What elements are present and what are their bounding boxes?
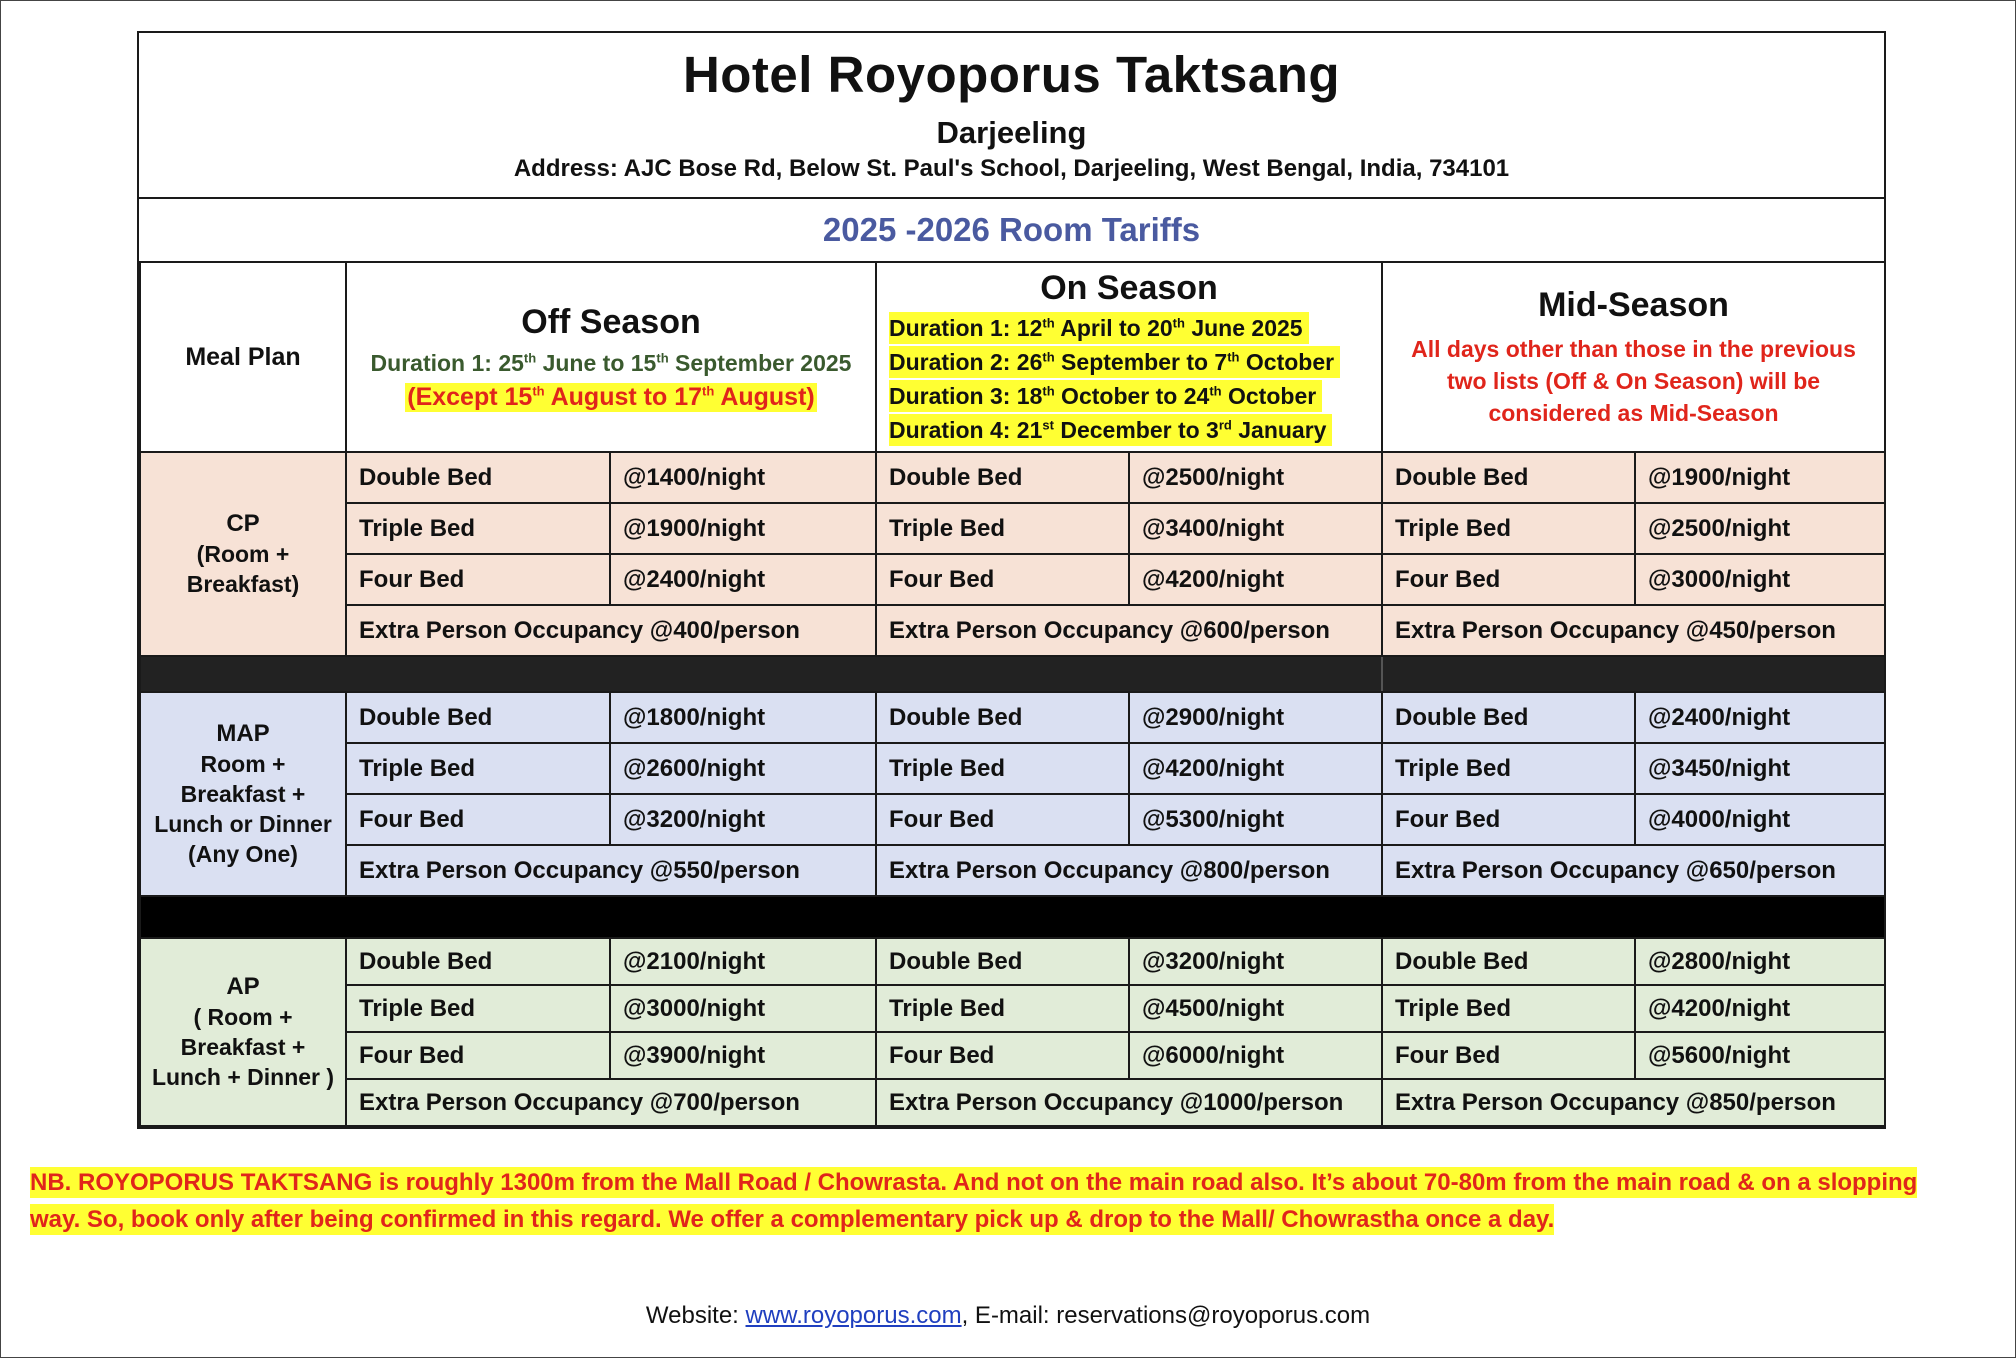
on-season-duration: Duration 1: 12th April to 20th June 2025: [889, 312, 1309, 344]
mid-season-rate: @3000/night: [1635, 554, 1885, 605]
table-row: [140, 605, 1885, 656]
table-row: [140, 938, 1885, 985]
on-season-rate: @3200/night: [1129, 938, 1382, 985]
bed-type: Triple Bed: [876, 743, 1129, 794]
extra-person-rate: Extra Person Occupancy @800/person: [876, 845, 1382, 896]
bed-type: Double Bed: [1382, 938, 1635, 985]
mid-season-rate: @1900/night: [1635, 452, 1885, 503]
on-season-duration: Duration 4: 21st December to 3rd January: [889, 414, 1332, 446]
extra-person-rate: Extra Person Occupancy @600/person: [876, 605, 1382, 656]
meal-plan-header: [140, 262, 346, 452]
on-season-rate: @2500/night: [1129, 452, 1382, 503]
on-season-duration-list: [877, 310, 1381, 446]
bed-type: Triple Bed: [1382, 743, 1635, 794]
bed-type: Double Bed: [1382, 692, 1635, 743]
extra-person-rate: Extra Person Occupancy @850/person: [1382, 1079, 1885, 1126]
off-season-rate: @2400/night: [610, 554, 876, 605]
bed-type: Triple Bed: [1382, 503, 1635, 554]
email-text: , E-mail: reservations@royoporus.com: [961, 1302, 1371, 1329]
on-season-rate: @5300/night: [1129, 794, 1382, 845]
plan-code: MAP: [216, 720, 270, 747]
table-row: [140, 503, 1885, 554]
plan-map-cell: [140, 692, 346, 896]
on-season-header: [876, 262, 1382, 452]
bed-type: Triple Bed: [876, 985, 1129, 1032]
off-season-rate: @1800/night: [610, 692, 876, 743]
bed-type: Double Bed: [1382, 452, 1635, 503]
bed-type: Four Bed: [1382, 794, 1635, 845]
mid-season-name: Mid-Season: [1538, 285, 1729, 324]
separator-bar: [1382, 656, 1885, 692]
on-season-rate: @4500/night: [1129, 985, 1382, 1032]
bed-type: Four Bed: [1382, 1032, 1635, 1079]
website-link[interactable]: www.royoporus.com: [745, 1302, 962, 1329]
extra-person-rate: Extra Person Occupancy @650/person: [1382, 845, 1885, 896]
table-row: [140, 1032, 1885, 1079]
tariff-subtitle: 2025 -2026 Room Tariffs: [139, 197, 1884, 261]
meal-plan-label: Meal Plan: [185, 342, 301, 371]
bed-type: Double Bed: [876, 452, 1129, 503]
off-season-rate: @3200/night: [610, 794, 876, 845]
bed-type: Four Bed: [1382, 554, 1635, 605]
hotel-address: Address: AJC Bose Rd, Below St. Paul's School, Darjeeling, West Bengal, India, 734101: [513, 155, 1510, 182]
mid-season-rate: @4000/night: [1635, 794, 1885, 845]
separator-row: [140, 896, 1885, 938]
bed-type: Four Bed: [876, 794, 1129, 845]
on-season-rate: @4200/night: [1129, 743, 1382, 794]
table-row: [140, 743, 1885, 794]
mid-season-rate: @2400/night: [1635, 692, 1885, 743]
mid-season-rate: @5600/night: [1635, 1032, 1885, 1079]
mid-season-rate: @2500/night: [1635, 503, 1885, 554]
bed-type: Four Bed: [346, 554, 610, 605]
extra-person-rate: Extra Person Occupancy @450/person: [1382, 605, 1885, 656]
bed-type: Double Bed: [876, 692, 1129, 743]
separator-bar: [140, 656, 1382, 692]
bed-type: Double Bed: [346, 938, 610, 985]
on-season-rate: @2900/night: [1129, 692, 1382, 743]
off-season-rate: @2600/night: [610, 743, 876, 794]
off-season-rate: @3000/night: [610, 985, 876, 1032]
extra-person-rate: Extra Person Occupancy @400/person: [346, 605, 876, 656]
bed-type: Triple Bed: [876, 503, 1129, 554]
website-label: Website:: [645, 1302, 746, 1329]
separator-bar: [140, 896, 1885, 938]
tariff-sheet: [137, 31, 1886, 1129]
off-season-rate: @2100/night: [610, 938, 876, 985]
hotel-title: Hotel Royoporus Taktsang: [682, 45, 1341, 103]
table-row: [140, 985, 1885, 1032]
on-season-name: On Season: [1040, 268, 1218, 307]
off-season-header: [346, 262, 876, 452]
mid-season-note: All days other than those in the previous two lists (Off & On Season) will be considered as Mid-Season: [1411, 335, 1856, 426]
hotel-city: Darjeeling: [936, 115, 1087, 150]
location-note-text: NB. ROYOPORUS TAKTSANG is roughly 1300m from the Mall Road / Chowrasta. And not on the main road also. It’s about 70-80m from the main road & on a slopping way. So, book only after being confirmed in this regard. We offer a complementary pick up & drop to the Mall/ Chowrastha once a day.: [30, 1169, 1918, 1233]
bed-type: Four Bed: [346, 794, 610, 845]
plan-ap-cell: [140, 938, 346, 1126]
mid-season-rate: @2800/night: [1635, 938, 1885, 985]
separator-row: [140, 656, 1885, 692]
bed-type: Triple Bed: [346, 985, 610, 1032]
table-row: [140, 845, 1885, 896]
mid-season-rate: @4200/night: [1635, 985, 1885, 1032]
table-row: [140, 452, 1885, 503]
on-season-duration: Duration 2: 26th September to 7th October: [889, 346, 1340, 378]
mid-season-header: [1382, 262, 1885, 452]
bed-type: Triple Bed: [1382, 985, 1635, 1032]
bed-type: Double Bed: [876, 938, 1129, 985]
on-season-duration: Duration 3: 18th October to 24th October: [889, 380, 1322, 412]
off-season-rate: @1400/night: [610, 452, 876, 503]
bed-type: Triple Bed: [346, 743, 610, 794]
footer: [0, 1302, 2016, 1330]
bed-type: Triple Bed: [346, 503, 610, 554]
location-note: [30, 1164, 1960, 1238]
table-row: [140, 1079, 1885, 1126]
plan-description: ( Room + Breakfast + Lunch + Dinner ): [151, 1004, 335, 1090]
off-season-exception: (Except 15th August to 17th August): [407, 382, 815, 411]
plan-code: AP: [226, 973, 260, 1000]
plan-cp-cell: [140, 452, 346, 656]
table-row: [140, 554, 1885, 605]
extra-person-rate: Extra Person Occupancy @1000/person: [876, 1079, 1382, 1126]
tariff-table: [139, 261, 1886, 1127]
bed-type: Four Bed: [876, 554, 1129, 605]
off-season-rate: @3900/night: [610, 1032, 876, 1079]
table-row: [140, 692, 1885, 743]
on-season-rate: @6000/night: [1129, 1032, 1382, 1079]
plan-code: CP: [226, 510, 260, 537]
bed-type: Four Bed: [876, 1032, 1129, 1079]
extra-person-rate: Extra Person Occupancy @700/person: [346, 1079, 876, 1126]
season-header-row: [140, 262, 1885, 452]
off-season-name: Off Season: [521, 302, 701, 341]
bed-type: Four Bed: [346, 1032, 610, 1079]
table-row: [140, 794, 1885, 845]
off-season-rate: @1900/night: [610, 503, 876, 554]
extra-person-rate: Extra Person Occupancy @550/person: [346, 845, 876, 896]
bed-type: Double Bed: [346, 452, 610, 503]
mid-season-rate: @3450/night: [1635, 743, 1885, 794]
plan-description: Room + Breakfast + Lunch or Dinner (Any One): [154, 751, 332, 867]
on-season-rate: @3400/night: [1129, 503, 1382, 554]
bed-type: Double Bed: [346, 692, 610, 743]
off-season-duration: Duration 1: 25th June to 15th September 2025: [370, 349, 852, 376]
on-season-rate: @4200/night: [1129, 554, 1382, 605]
plan-description: (Room + Breakfast): [186, 541, 300, 597]
